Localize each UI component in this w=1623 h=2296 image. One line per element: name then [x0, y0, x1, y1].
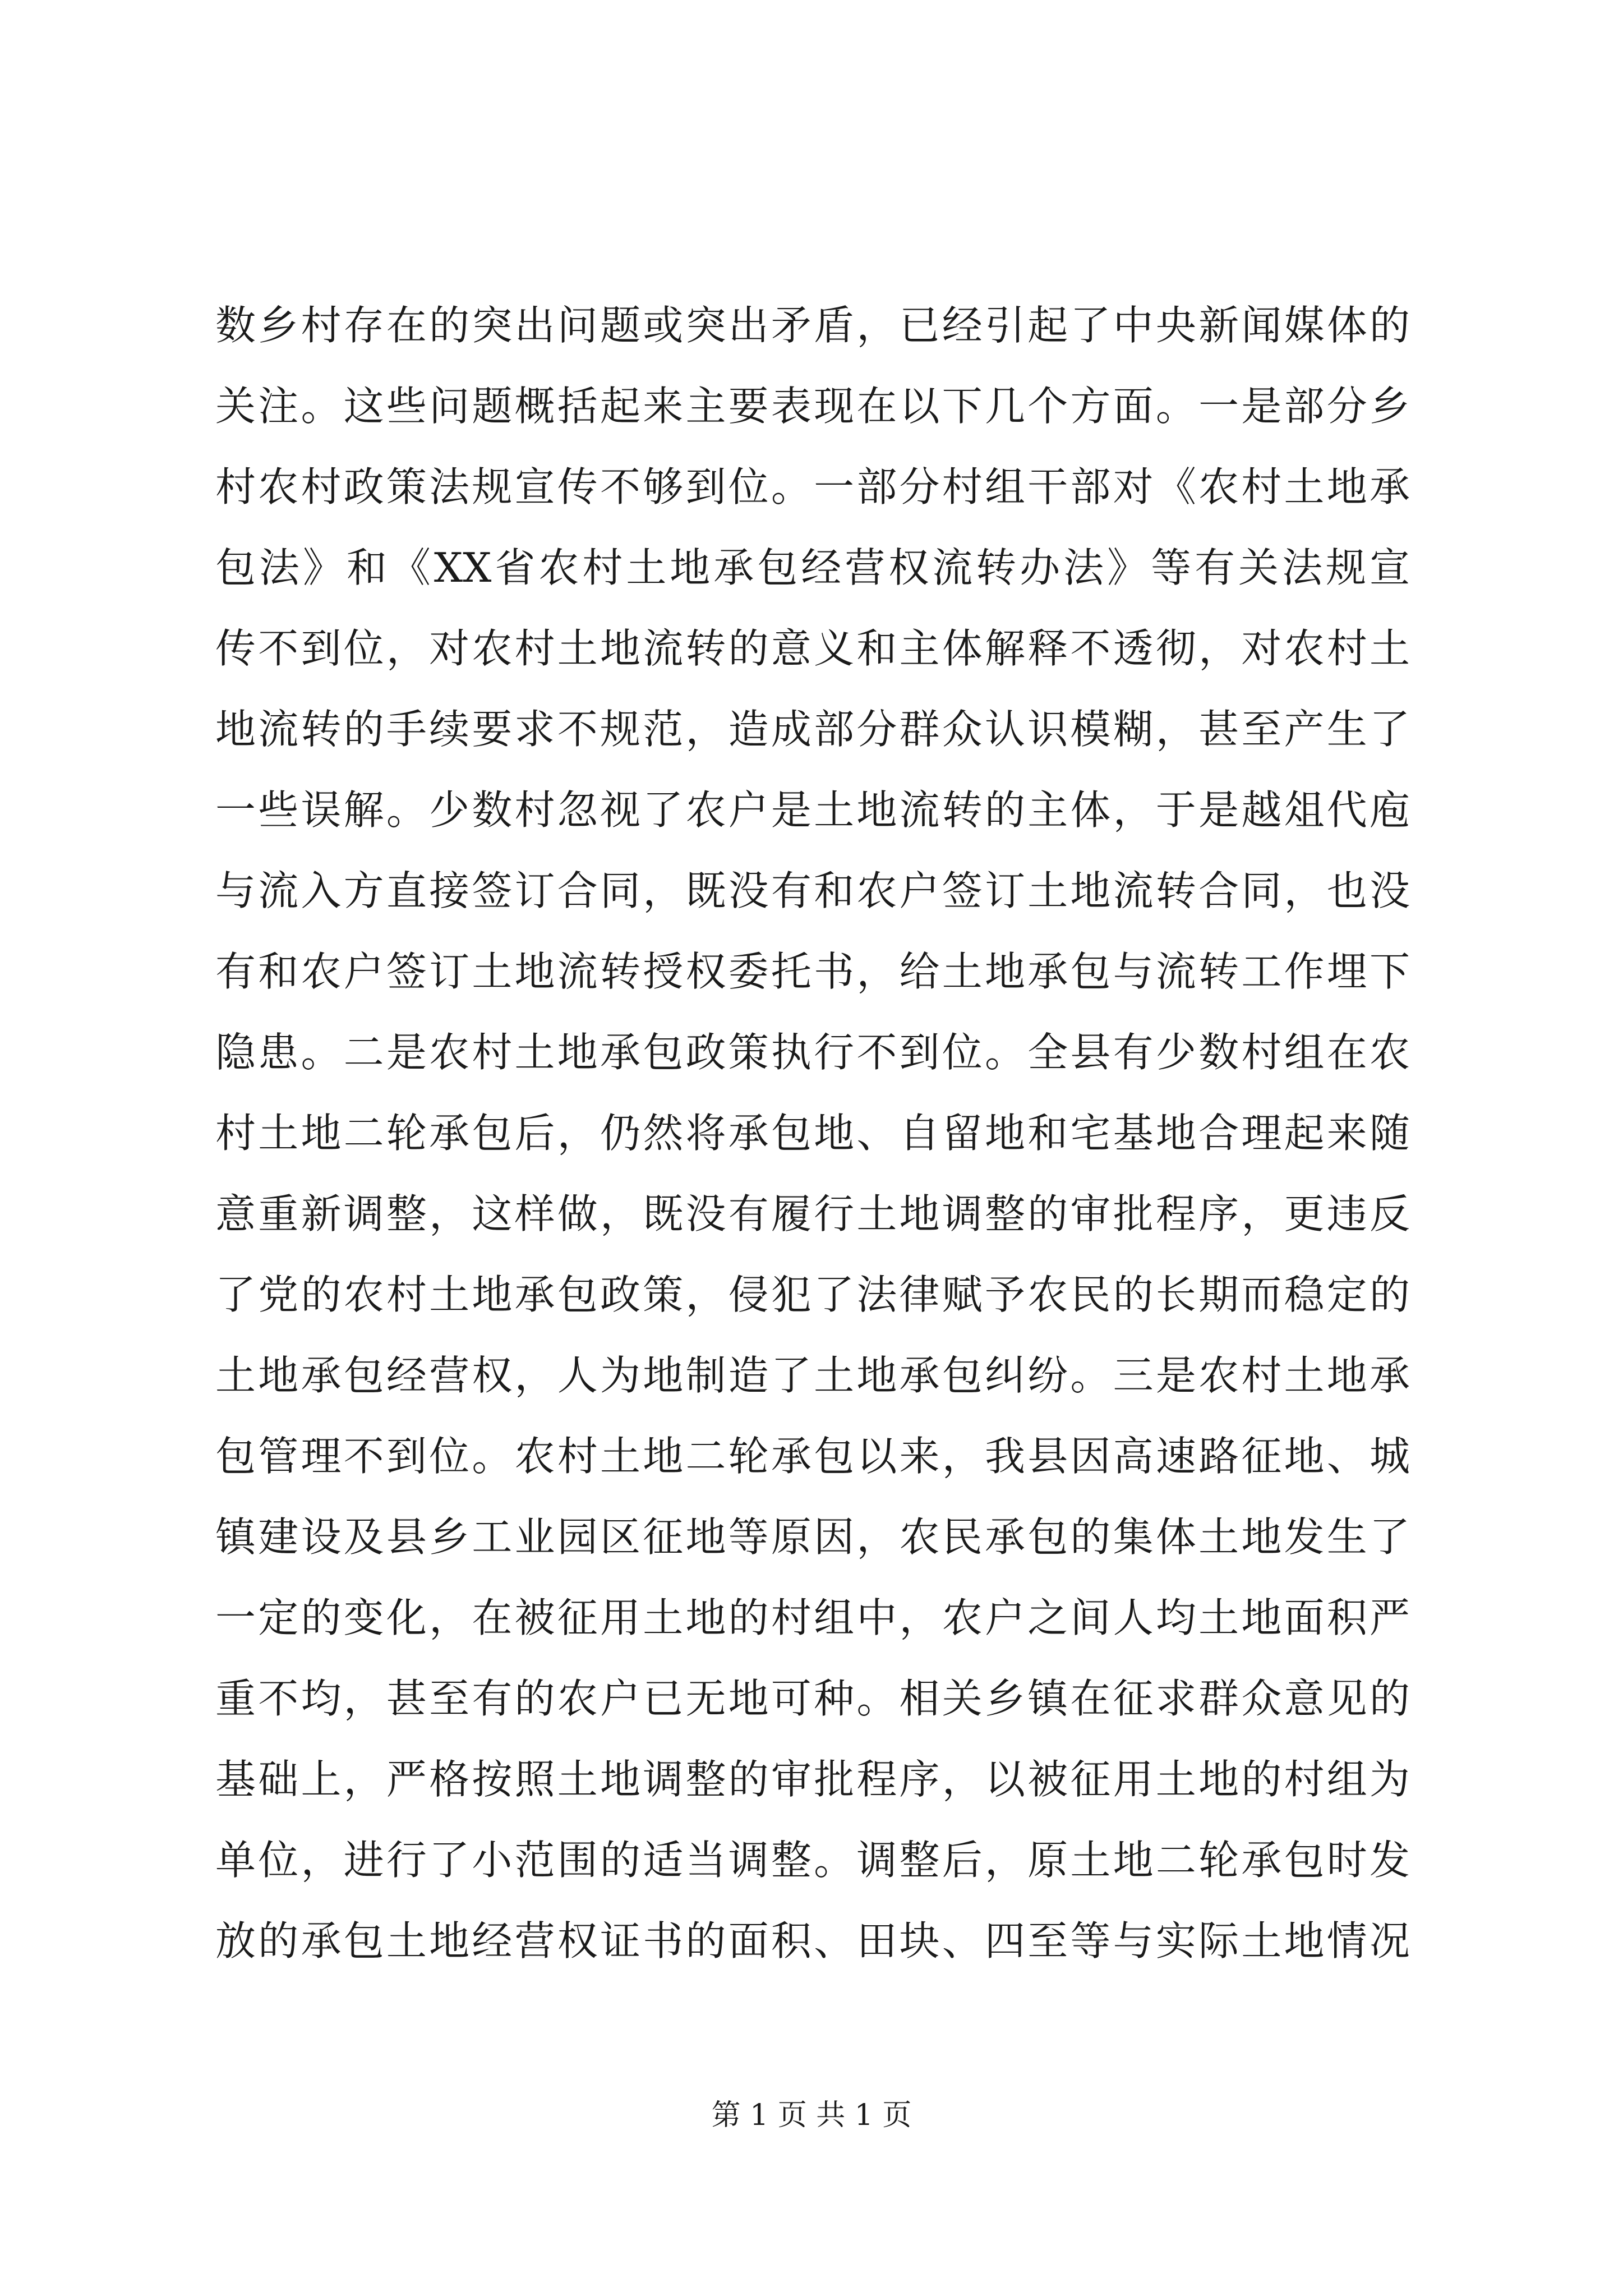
text-line: 村土地二轮承包后，仍然将承包地、自留地和宅基地合理起来随 [215, 1110, 1410, 1157]
text-line: 单位，进行了小范围的适当调整。调整后，原土地二轮承包时发 [215, 1837, 1410, 1884]
text-line: 村农村政策法规宣传不够到位。一部分村组干部对《农村土地承 [215, 463, 1410, 510]
text-line: 有和农户签订土地流转授权委托书，给土地承包与流转工作埋下 [215, 948, 1410, 995]
text-line: 重不均，甚至有的农户已无地可种。相关乡镇在征求群众意见的 [215, 1675, 1410, 1722]
text-line: 包管理不到位。农村土地二轮承包以来，我县因高速路征地、城 [215, 1433, 1410, 1480]
page-number-label: 第 1 页 共 1 页 [711, 2099, 912, 2132]
text-line: 地流转的手续要求不规范，造成部分群众认识模糊，甚至产生了 [215, 706, 1410, 753]
text-line: 一些误解。少数村忽视了农户是土地流转的主体，于是越俎代庖 [215, 786, 1410, 834]
text-line: 基础上，严格按照土地调整的审批程序，以被征用土地的村组为 [215, 1756, 1410, 1803]
text-line: 一定的变化，在被征用土地的村组中，农户之间人均土地面积严 [215, 1594, 1410, 1641]
text-line: 隐患。二是农村土地承包政策执行不到位。全县有少数村组在农 [215, 1029, 1410, 1076]
text-line: 与流入方直接签订合同，既没有和农户签订土地流转合同，也没 [215, 867, 1410, 914]
text-line: 土地承包经营权，人为地制造了土地承包纠纷。三是农村土地承 [215, 1352, 1410, 1399]
text-line: 了党的农村土地承包政策，侵犯了法律赋予农民的长期而稳定的 [215, 1271, 1410, 1318]
text-line: 意重新调整，这样做，既没有履行土地调整的审批程序，更违反 [215, 1190, 1410, 1237]
text-line: 关注。这些问题概括起来主要表现在以下几个方面。一是部分乡 [215, 383, 1410, 430]
page-footer [0, 2091, 1623, 2133]
text-line: 放的承包土地经营权证书的面积、田块、四至等与实际土地情况 [215, 1917, 1410, 1964]
text-line: 镇建设及县乡工业园区征地等原因，农民承包的集体土地发生了 [215, 1513, 1410, 1561]
body-text [215, 285, 1410, 1981]
text-line: 包法》和《XX省农村土地承包经营权流转办法》等有关法规宣 [215, 544, 1410, 591]
text-line: 数乡村存在的突出问题或突出矛盾，已经引起了中央新闻媒体的 [215, 302, 1410, 349]
text-line: 传不到位，对农村土地流转的意义和主体解释不透彻，对农村土 [215, 625, 1410, 672]
